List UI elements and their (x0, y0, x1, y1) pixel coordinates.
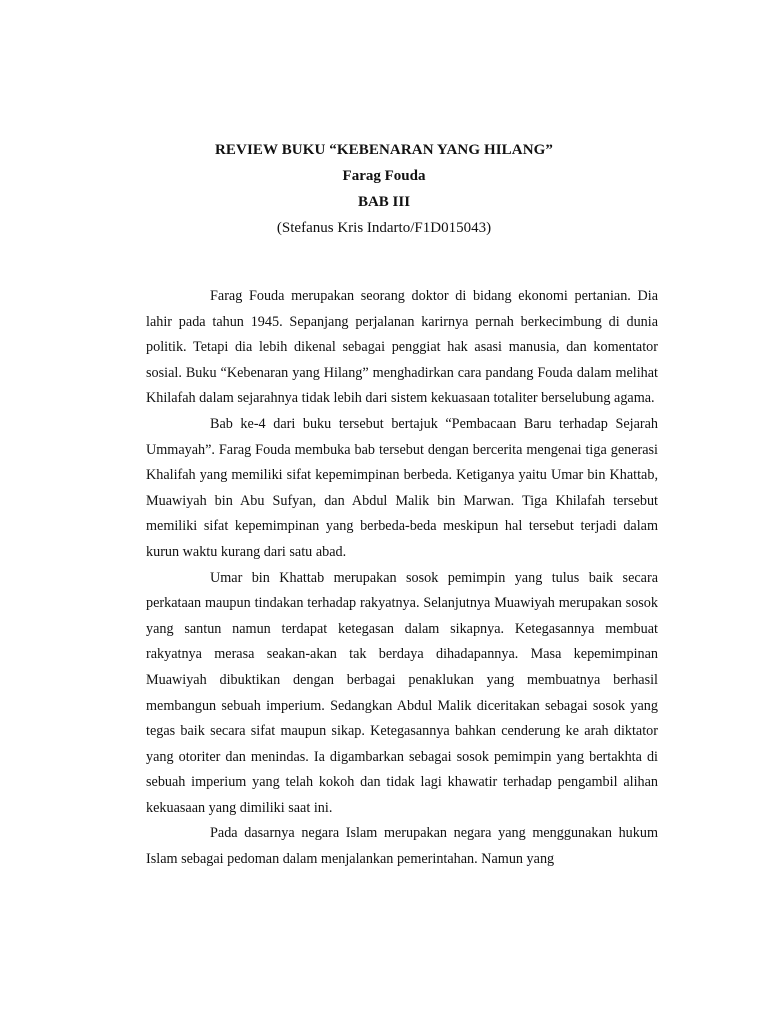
document-chapter: BAB III (357, 194, 411, 210)
document-reviewer: (Stefanus Kris Indarto/F1D015043) (276, 220, 492, 236)
document-body (146, 284, 658, 873)
document-header (0, 137, 768, 241)
paragraph-1: Farag Fouda merupakan seorang doktor di bidang ekonomi pertanian. Dia lahir pada tahun 1945. Sepanjang perjalanan karirnya pernah berkecimbung di dunia politik. Tetapi dia lebih dikenal sebagai penggiat hak asasi manusia, dan komentator sosial. Buku “Kebenaran yang Hilang” menghadirkan cara pandang Fouda dalam melihat Khilafah dalam sejarahnya tidak lebih dari sistem kekuasaan totaliter berselubung agama. (146, 288, 658, 407)
paragraph-3: Umar bin Khattab merupakan sosok pemimpin yang tulus baik secara perkataan maupun tindakan terhadap rakyatnya. Selanjutnya Muawiyah merupakan sosok yang santun namun terdapat ketegasan dalam sikapnya. Ketegasannya membuat rakyatnya merasa seakan-akan tak berdaya dihadapannya. Masa kepemimpinan Muawiyah dibuktikan dengan berbagai penaklukan yang membuatnya berhasil membangun sebuah imperium. Sedangkan Abdul Malik diceritakan sebagai sosok yang tegas baik secara sifat maupun sikap. Ketegasannya bahkan cenderung ke arah diktator yang otoriter dan menindas. Ia digambarkan sebagai sosok pemimpin yang bertakhta di sebuah imperium yang telah kokoh dan tidak lagi khawatir terhadap pengambil alihan kekuasaan yang dimiliki saat ini. (146, 569, 658, 816)
document-author: Farag Fouda (342, 168, 426, 184)
paragraph-4: Pada dasarnya negara Islam merupakan negara yang menggunakan hukum Islam sebagai pedoman dalam menjalankan pemerintahan. Namun yang (146, 825, 658, 868)
paragraph-2: Bab ke-4 dari buku tersebut bertajuk “Pembacaan Baru terhadap Sejarah Ummayah”. Farag Fouda membuka bab tersebut dengan bercerita mengenai tiga generasi Khalifah yang memiliki sifat kepemimpinan berbeda. Ketiganya yaitu Umar bin Khattab, Muawiyah bin Abu Sufyan, dan Abdul Malik bin Marwan. Tiga Khilafah tersebut memiliki sifat kepemimpinan yang berbeda-beda meskipun hal tersebut terjadi dalam kurun waktu kurang dari satu abad. (146, 415, 658, 560)
document-title: REVIEW BUKU “KEBENARAN YANG HILANG” (215, 142, 553, 158)
